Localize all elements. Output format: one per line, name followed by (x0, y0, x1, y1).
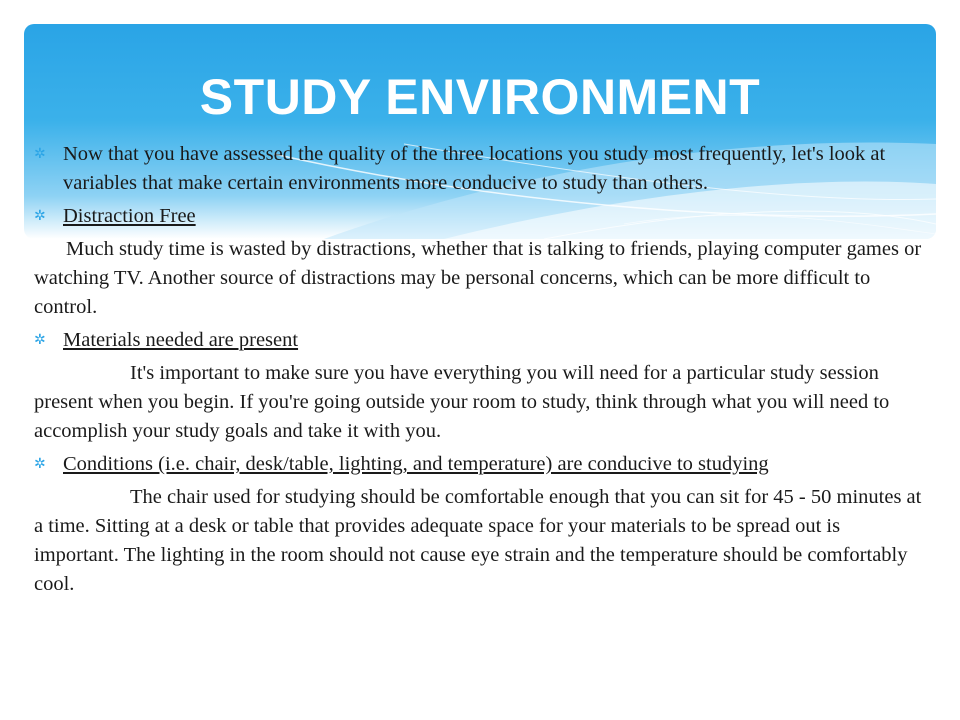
section-heading-distraction (34, 202, 926, 231)
asterisk-bullet-icon: ✲ (34, 146, 46, 162)
section-body-text: Much study time is wasted by distractions, whether that is talking to friends, playing computer games or watching TV. Another source of distractions may be personal concerns, which can be more difficult to control. (34, 238, 922, 318)
slide-content (34, 140, 926, 599)
section-body-distraction (34, 235, 926, 322)
section-heading-materials (34, 326, 926, 355)
asterisk-bullet-icon: ✲ (34, 332, 46, 348)
intro-text: Now that you have assessed the quality of the three locations you study most frequently, let's look at variables that make certain environments more conducive to study than others. (63, 143, 886, 194)
section-heading-text: Distraction Free (63, 205, 196, 227)
section-body-text: It's important to make sure you have everything you will need for a particular study session present when you begin. If you're going outside your room to study, think through what you will need to accomplish your study goals and take it with you. (34, 362, 890, 442)
asterisk-bullet-icon: ✲ (34, 456, 46, 472)
section-heading-conditions (34, 450, 926, 479)
asterisk-bullet-icon: ✲ (34, 208, 46, 224)
intro-bullet (34, 140, 926, 198)
section-body-conditions (34, 483, 926, 599)
slide-title: STUDY ENVIRONMENT (199, 69, 761, 125)
section-body-text: The chair used for studying should be comfortable enough that you can sit for 45 - 50 minutes at a time. Sitting at a desk or table that provides adequate space for your materials to be spread out is important. The lighting in the room should not cause eye strain and the temperature should be comfortably cool. (34, 486, 922, 595)
section-body-materials (34, 359, 926, 446)
section-heading-text: Conditions (i.e. chair, desk/table, lighting, and temperature) are conducive to studying (63, 453, 769, 475)
section-heading-text: Materials needed are present (63, 329, 299, 351)
